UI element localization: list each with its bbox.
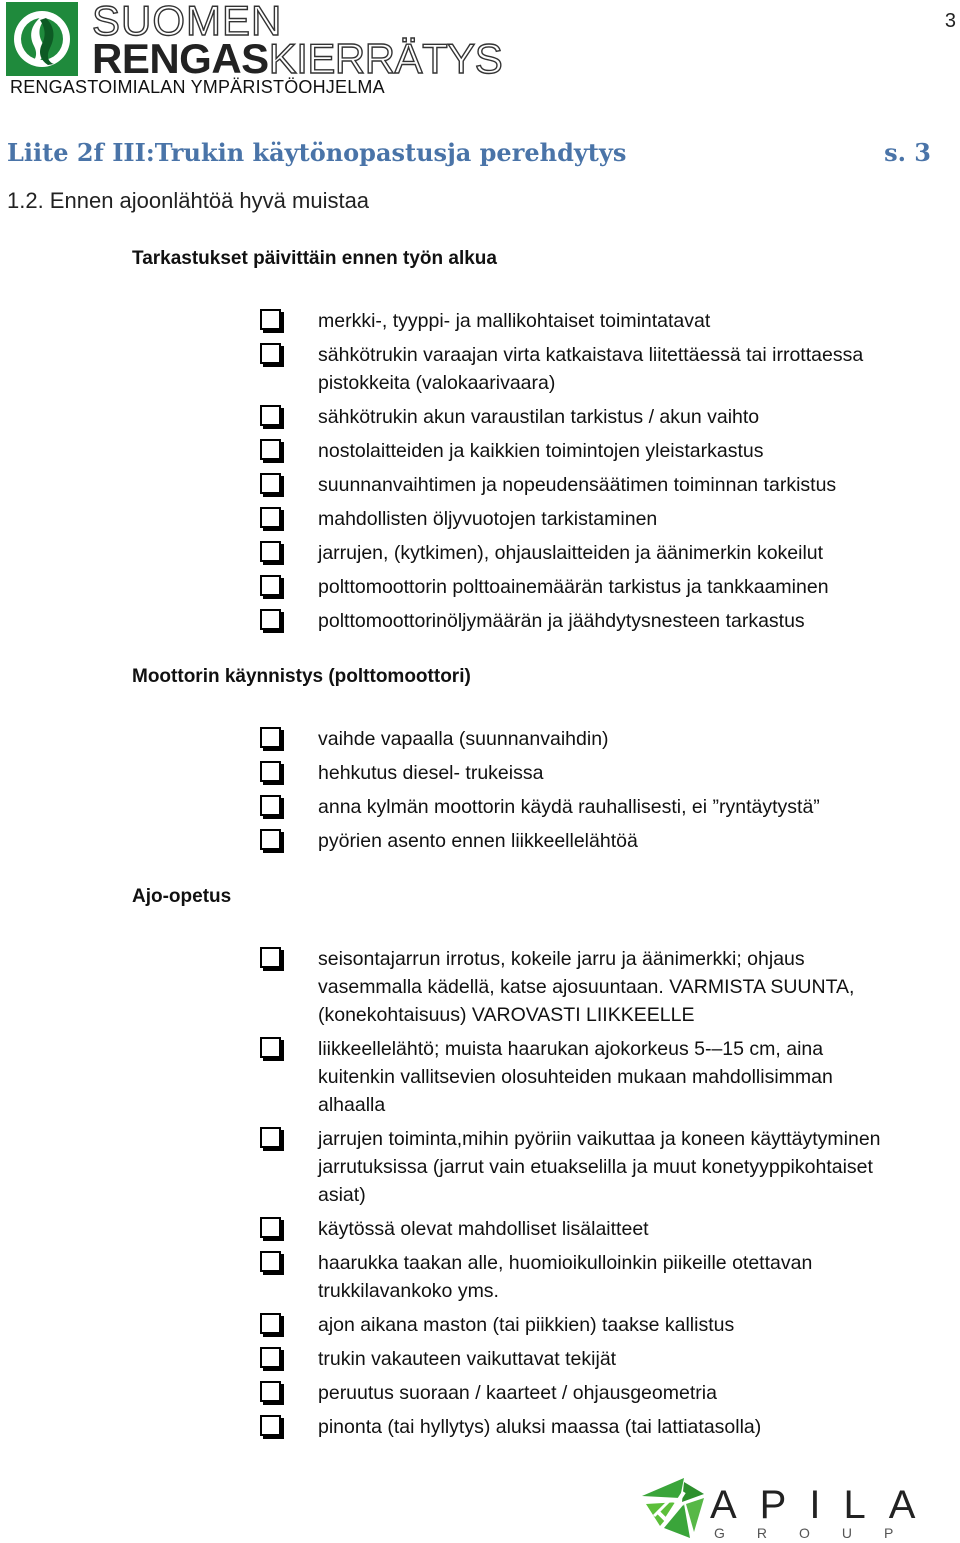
checklist-item-text: merkki-, tyyppi- ja mallikohtaiset toimintatavat — [318, 310, 711, 332]
subheading-engine-start: Moottorin käynnistys (polttomoottori) — [132, 666, 471, 687]
checklist-item-text: sähkötrukin akun varaustilan tarkistus / akun vaihto — [318, 406, 760, 428]
suomen-rengaskierratys-logo — [6, 0, 503, 102]
checkbox-icon — [260, 507, 281, 528]
checkbox-icon — [260, 1251, 281, 1272]
checkbox-icon — [260, 473, 281, 494]
checklist-item[interactable] — [258, 539, 898, 567]
checklist-item[interactable] — [258, 341, 898, 397]
title-text: Liite 2f III:Trukin käytönopastusja perehdytys — [7, 138, 627, 167]
checklist-daily-checks — [258, 307, 898, 641]
checklist-item-text: ajon aikana maston (tai piikkien) taakse kallistus — [318, 1314, 735, 1336]
checklist-item[interactable] — [258, 607, 898, 635]
checklist-item[interactable] — [258, 505, 898, 533]
checklist-item[interactable] — [258, 725, 898, 753]
logo-text-bold: RENGAS — [92, 35, 269, 82]
checklist-item[interactable] — [258, 1249, 898, 1305]
recycling-emblem-icon — [6, 2, 78, 76]
checkbox-icon — [260, 309, 281, 330]
checklist-item-text: trukin vakauteen vaikuttavat tekijät — [318, 1348, 617, 1370]
checkbox-icon — [260, 1313, 281, 1334]
document-title — [7, 138, 935, 167]
checkbox-icon — [260, 575, 281, 596]
checklist-item-text: nostolaitteiden ja kaikkien toimintojen yleistarkastus — [318, 440, 764, 462]
section-heading: 1.2. Ennen ajoonlähtöä hyvä muistaa — [7, 188, 370, 213]
logo-text-line1: SUOMEN — [92, 0, 283, 44]
checkbox-icon — [260, 1127, 281, 1148]
checkbox-icon — [260, 727, 281, 748]
checklist-item-text: liikkeellelähtö; muista haarukan ajokorkeus 5-–15 cm, aina kuitenkin vallitsevien olosuhteiden mukaan mahdollisimman alhaalla — [318, 1038, 833, 1116]
page-number: 3 — [944, 10, 956, 32]
checklist-engine-start — [258, 725, 898, 861]
checkbox-icon — [260, 761, 281, 782]
subheading-driving-training: Ajo-opetus — [132, 886, 232, 907]
checklist-item-text: haarukka taakan alle, huomioikulloinkin piikeille otettavan trukkilavankoko yms. — [318, 1252, 813, 1302]
title-page-ref: s. 3 — [884, 138, 931, 167]
checklist-item-text: pyörien asento ennen liikkeellelähtöä — [318, 830, 638, 852]
checklist-item-text: pinonta (tai hyllytys) aluksi maassa (tai lattiatasolla) — [318, 1416, 762, 1438]
checkbox-icon — [260, 405, 281, 426]
checkbox-icon — [260, 795, 281, 816]
checklist-item[interactable] — [258, 945, 898, 1029]
clover-leaf-icon — [642, 1478, 704, 1538]
apila-logo-text: APILA — [710, 1483, 939, 1527]
checklist-item-text: hehkutus diesel- trukeissa — [318, 762, 544, 784]
logo-subtitle: RENGASTOIMIALAN YMPÄRISTÖOHJELMA — [10, 77, 385, 97]
checklist-item[interactable] — [258, 403, 898, 431]
checklist-item[interactable] — [258, 793, 898, 821]
checkbox-icon — [260, 829, 281, 850]
checklist-item[interactable] — [258, 1125, 898, 1209]
apila-logo-subtext: GROUP — [714, 1525, 926, 1541]
checklist-item[interactable] — [258, 1215, 898, 1243]
checklist-item[interactable] — [258, 307, 898, 335]
checklist-driving-training — [258, 945, 898, 1447]
checklist-item-text: sähkötrukin varaajan virta katkaistava liitettäessä tai irrottaessa pistokkeita (valokaarivaara) — [318, 344, 864, 394]
checklist-item-text: mahdollisten öljyvuotojen tarkistaminen — [318, 508, 658, 530]
checklist-item-text: seisontajarrun irrotus, kokeile jarru ja äänimerkki; ohjaus vasemmalla kädellä, katse ajosuuntaan. VARMISTA SUUNTA, (konekohtaisuus) VAROVASTI LIIKKEELLE — [318, 948, 855, 1026]
logo-text-outline: KIERRÄTYS — [268, 35, 503, 82]
checklist-item[interactable] — [258, 1311, 898, 1339]
checklist-item-text: anna kylmän moottorin käydä rauhallisesti, ei ”ryntäytystä” — [318, 796, 820, 818]
checklist-item[interactable] — [258, 471, 898, 499]
checkbox-icon — [260, 343, 281, 364]
checkbox-icon — [260, 1347, 281, 1368]
checklist-item-text: polttomoottorinöljymäärän ja jäähdytysnesteen tarkastus — [318, 610, 805, 632]
checklist-item-text: vaihde vapaalla (suunnanvaihdin) — [318, 728, 609, 750]
checkbox-icon — [260, 541, 281, 562]
checkbox-icon — [260, 1415, 281, 1436]
checklist-item[interactable] — [258, 827, 898, 855]
checklist-item[interactable] — [258, 759, 898, 787]
checklist-item[interactable] — [258, 573, 898, 601]
checkbox-icon — [260, 947, 281, 968]
subheading-daily-checks: Tarkastukset päivittäin ennen työn alkua — [132, 248, 497, 269]
checkbox-icon — [260, 1217, 281, 1238]
checklist-item-text: jarrujen, (kytkimen), ohjauslaitteiden ja äänimerkin kokeilut — [318, 542, 824, 564]
apila-group-logo — [640, 1474, 939, 1542]
checklist-item[interactable] — [258, 1035, 898, 1119]
checklist-item[interactable] — [258, 1345, 898, 1373]
logo-text-line2 — [92, 35, 503, 82]
checklist-item[interactable] — [258, 437, 898, 465]
checklist-item-text: suunnanvaihtimen ja nopeudensäätimen toiminnan tarkistus — [318, 474, 837, 496]
checklist-item[interactable] — [258, 1413, 898, 1441]
checkbox-icon — [260, 1381, 281, 1402]
checklist-item-text: peruutus suoraan / kaarteet / ohjausgeometria — [318, 1382, 717, 1404]
checklist-item-text: jarrujen toiminta,mihin pyöriin vaikuttaa ja koneen käyttäytyminen jarrutuksissa (jarrut vain etuakselilla ja muut konetyyppikohtaiset asiat) — [318, 1128, 881, 1206]
checklist-item[interactable] — [258, 1379, 898, 1407]
checkbox-icon — [260, 609, 281, 630]
checkbox-icon — [260, 439, 281, 460]
checklist-item-text: polttomoottorin polttoainemäärän tarkistus ja tankkaaminen — [318, 576, 829, 598]
checkbox-icon — [260, 1037, 281, 1058]
checklist-item-text: käytössä olevat mahdolliset lisälaitteet — [318, 1218, 649, 1240]
